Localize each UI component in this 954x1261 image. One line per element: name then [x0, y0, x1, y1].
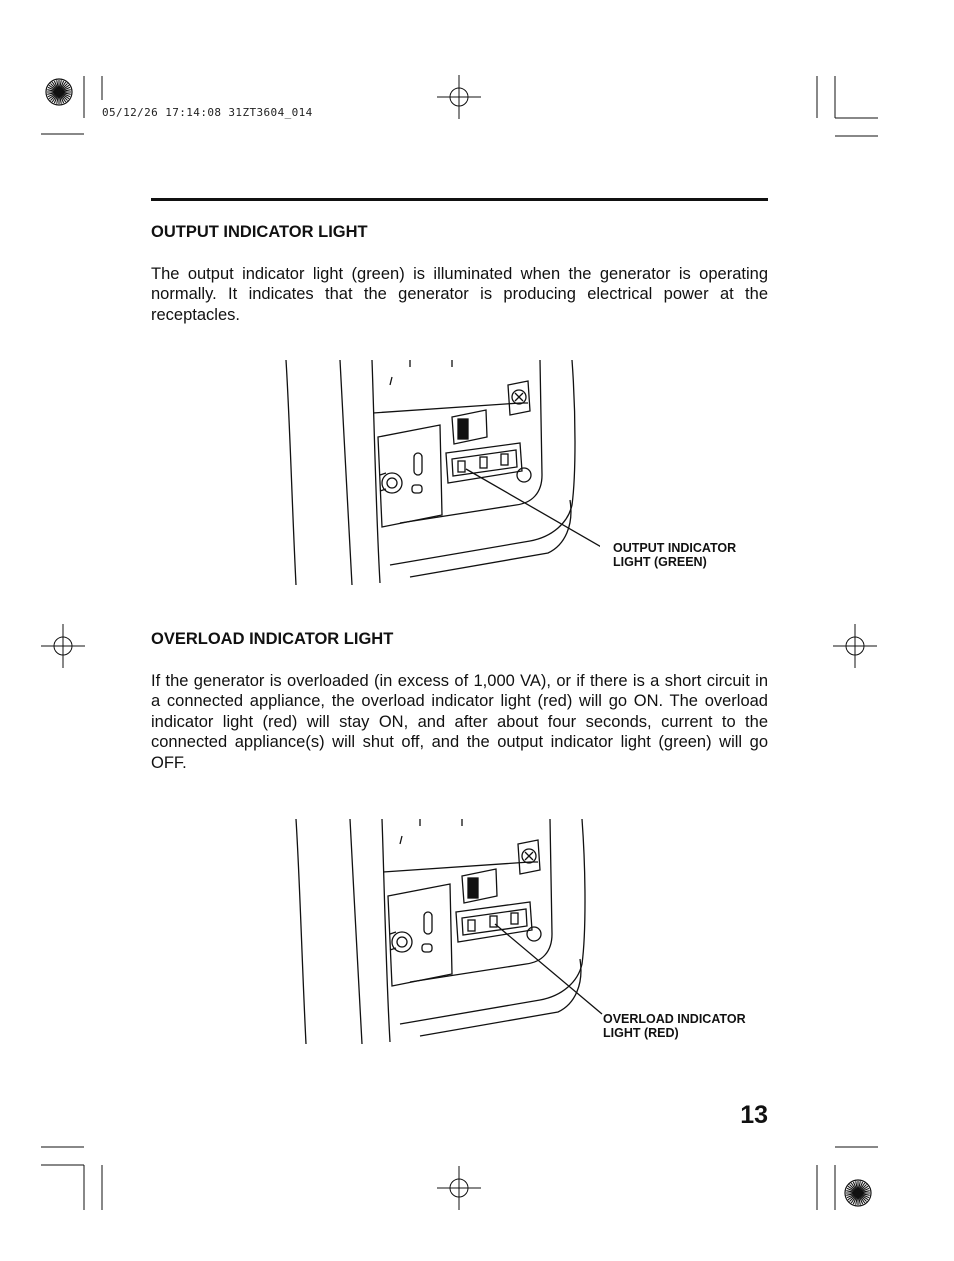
output-indicator-paragraph: The output indicator light (green) is illuminated when the generator is operating normally. It indicates that the generator is producing electrical power at the receptacles. — [151, 265, 768, 324]
output-callout-line1: OUTPUT INDICATOR — [613, 541, 737, 555]
overload-callout-line1: OVERLOAD INDICATOR — [603, 1012, 746, 1026]
overload-indicator-heading: OVERLOAD INDICATOR LIGHT — [151, 630, 394, 648]
output-callout-line2: LIGHT (GREEN) — [613, 555, 707, 569]
output-indicator-heading: OUTPUT INDICATOR LIGHT — [151, 223, 368, 241]
output-indicator-callout — [613, 541, 736, 569]
overload-indicator-callout — [603, 1012, 746, 1040]
output-indicator-illustration — [280, 355, 600, 590]
overload-callout-line2: LIGHT (RED) — [603, 1026, 679, 1040]
print-stamp: 05/12/26 17:14:08 31ZT3604_014 — [102, 106, 313, 119]
overload-indicator-illustration — [290, 814, 610, 1049]
page-number: 13 — [740, 1101, 768, 1129]
header-rule — [151, 198, 768, 201]
overload-indicator-paragraph: If the generator is overloaded (in excess of 1,000 VA), or if there is a short circuit in a connected appliance, the overload indicator light (red) will go ON. The overload indicator light (red) will stay ON, and after about four seconds, current to the connected appliance(s) will shut off, and the output indicator light (green) will go OFF. — [151, 672, 768, 772]
